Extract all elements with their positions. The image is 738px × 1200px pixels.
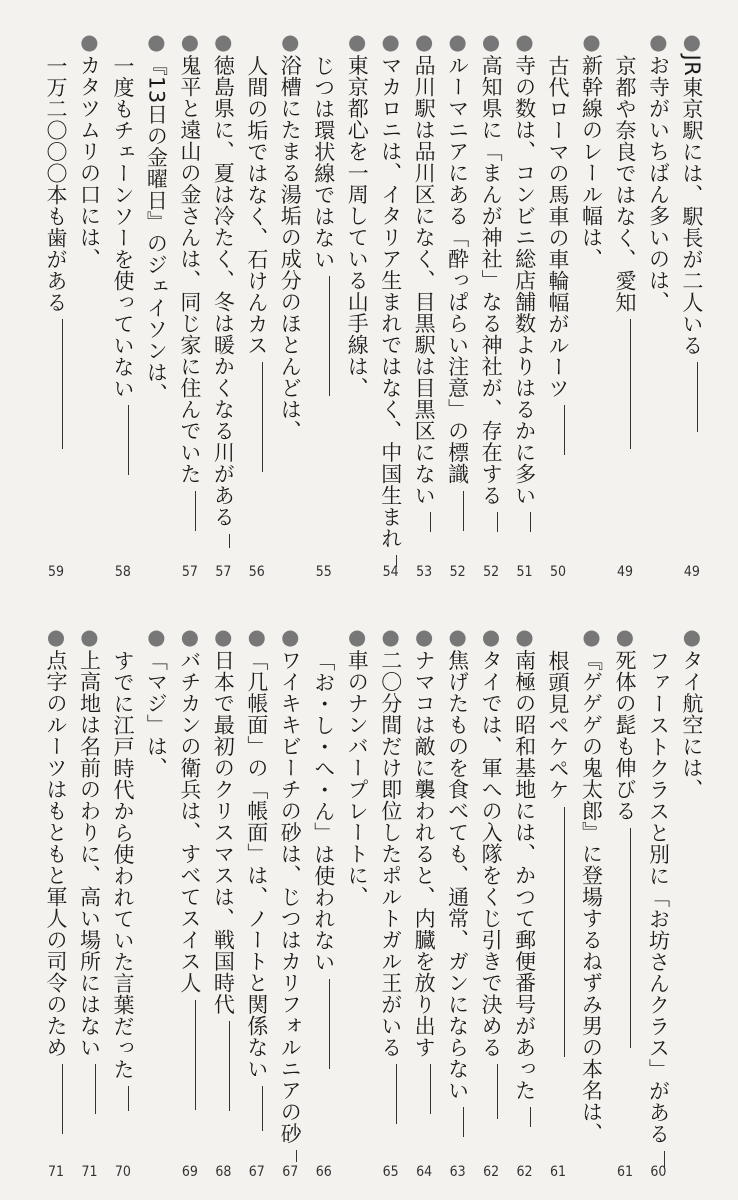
toc-entry-text: 一度もチェーンソーを使っていない [110,55,135,399]
page-number: 60 [650,1164,667,1180]
toc-entry-title [73,625,105,1120]
leader-line [430,512,431,532]
toc-entry-text: 点字のルーツはもともと軍人の司令のため [44,649,68,1058]
toc-entry-text: 焦げたものを食べても、通常、ガンにならない [445,649,470,1101]
toc-entry [442,30,474,580]
toc-entry-text: 『13日の金曜日』のジェイソンは、 [144,54,169,405]
toc-section-bottom [40,625,708,1180]
page-number: 52 [483,564,500,580]
toc-entry [475,625,507,1180]
toc-entry [375,625,407,1180]
page-number: 64 [416,1164,433,1180]
page-number: 49 [683,564,700,580]
toc-entry-title [375,30,407,573]
toc-entry-text: 浴槽にたまる湯垢の成分のほとんどは、 [278,54,303,442]
page-number: 63 [449,1164,466,1180]
page-number: 61 [550,1164,567,1180]
toc-entry-title [140,30,172,405]
leader-line [296,1150,297,1162]
toc-entry [642,625,674,1180]
page-number: 53 [416,564,433,580]
toc-entry [308,30,340,580]
toc-entry [609,625,641,1180]
toc-entry-title [207,30,239,554]
toc-entry-continuation [241,30,273,478]
page-number: 59 [47,564,65,580]
page-number: 50 [550,564,567,580]
page-number: 49 [616,564,633,580]
toc-entry-continuation [308,30,340,402]
toc-entry-title [40,625,72,1140]
toc-entry-title [676,625,708,800]
leader-line [229,1021,230,1111]
leader-line [396,1064,397,1124]
toc-entry-title [174,625,206,1116]
page-number: 62 [483,1164,500,1180]
toc-entry-text: マカロニは、イタリア生まれではなく、中国生まれ [378,54,403,549]
toc-entry-text: 「お・し・へ・ん」は使われない [311,650,336,973]
leader-line [128,1086,129,1111]
toc-entry [207,625,239,1180]
toc-entry-continuation [609,30,641,455]
toc-entry [509,30,541,580]
toc-entry-title [241,625,273,1137]
toc-entry-title [341,625,373,908]
page-number: 67 [248,1164,265,1180]
toc-entry-text: 「几帳面」の「帳面」は、ノートと関係ない [244,649,269,1080]
leader-line [329,979,330,1069]
leader-line [195,491,196,531]
leader-line [697,362,698,432]
toc-entry [40,625,72,1180]
toc-entry-text: 古代ローマの馬車の車輪幅がルーツ [546,55,571,399]
toc-entry-title [475,30,507,538]
page-number: 67 [282,1164,299,1180]
toc-entry [308,625,340,1180]
toc-entry-text: 二〇分間だけ即位したポルトガル王がいる [378,649,403,1058]
leader-line [128,405,129,475]
toc-entry-title [576,30,608,270]
toc-entry-text: 「マジ」は、 [144,649,169,779]
toc-entry-title [274,625,306,1168]
page-number: 51 [516,564,533,580]
toc-entry [207,30,239,580]
toc-entry-title [375,625,407,1130]
leader-line [430,1064,431,1114]
toc-entry [475,30,507,580]
toc-entry [442,625,474,1180]
page-number: 58 [114,564,131,580]
toc-entry [174,30,206,580]
page-number: 71 [81,1164,98,1180]
toc-entry-text: 寺の数は、コンビニ総店舗数よりはるかに多い [512,54,537,506]
toc-entry [642,30,674,580]
leader-line [62,1064,63,1134]
toc-entry-title [408,625,440,1120]
toc-entry-text: ナマコは敵に襲われると、内臓を放り出す [412,649,437,1058]
toc-entry [73,625,105,1180]
leader-line [463,1107,464,1137]
toc-entry [341,625,373,1180]
leader-line [195,1000,196,1110]
page-number: 71 [47,1164,65,1180]
toc-entry-title [442,30,474,537]
toc-entry-title [475,625,507,1125]
toc-entry-text: ルーマニアにある「酔っぱらい注意」の標識 [445,54,470,485]
page-number: 61 [616,1164,633,1180]
toc-entry-text: JR東京駅には、駅長が二人いる [679,54,704,356]
page-number: 69 [181,1164,198,1180]
toc-entry-title [207,625,239,1117]
leader-line [630,319,631,449]
toc-entry [140,625,172,1180]
toc-entry [375,30,407,580]
toc-entry-text: 上高地は名前のわりに、高い場所にはない [77,649,102,1058]
toc-entry-text: じつは環状線ではない [311,55,336,270]
toc-entry-text: 新幹線のレール幅は、 [579,54,604,270]
leader-line [564,405,565,455]
toc-entry [73,30,105,580]
toc-entry-title [642,30,674,313]
toc-entry [107,30,139,580]
leader-line [229,534,230,548]
toc-entry-title [274,30,306,442]
toc-entry [676,625,708,1180]
toc-entry-title [140,625,172,779]
toc-entry-title [442,625,474,1143]
toc-entry-continuation [107,625,139,1117]
toc-section-top [40,30,708,580]
toc-entry [542,625,574,1180]
toc-entry-text: 『ゲゲゲの鬼太郎』に登場するねずみ男の本名は、 [579,649,604,1144]
leader-line [95,1064,96,1114]
toc-entry [140,30,172,580]
leader-line [262,362,263,472]
toc-entry-text: 一万二〇〇〇本も歯がある [44,55,68,313]
leader-line [564,807,565,1057]
toc-entry-text: 車のナンバープレートに、 [345,649,370,908]
toc-entry [676,30,708,580]
toc-entry [576,30,608,580]
toc-entry-title [73,30,105,270]
toc-entry-continuation [542,30,574,461]
toc-entry-continuation [40,30,72,455]
leader-line [497,512,498,532]
leader-line [630,828,631,1048]
leader-line [530,512,531,532]
toc-entry-text: カタツムリの口には、 [77,54,102,270]
leader-line [463,491,464,531]
toc-entry-title [509,625,541,1133]
toc-entry [542,30,574,580]
toc-entry-continuation [542,625,574,1063]
toc-entry-title [509,30,541,538]
toc-entry-title [174,30,206,537]
leader-line [329,276,330,396]
toc-entry-text: 南極の昭和基地には、かつて郵便番号があった [512,649,537,1101]
toc-entry [40,30,72,580]
toc-entry-text: 東京都心を一周している山手線は、 [345,54,370,399]
toc-entry-title [408,30,440,538]
page-number: 56 [248,564,265,580]
toc-entry-text: お寺がいちばん多いのは、 [646,54,671,313]
toc-entry [174,625,206,1180]
toc-entry-text: 人間の垢ではなく、石けんカス [244,55,269,356]
leader-line [62,319,63,449]
toc-entry [107,625,139,1180]
page-number: 66 [315,1164,332,1180]
toc-entry-continuation [642,625,674,1175]
page-number: 65 [382,1164,399,1180]
toc-entry [576,625,608,1180]
page-number: 68 [215,1164,232,1180]
toc-entry [341,30,373,580]
toc-entry-text: バチカンの衛兵は、すべてスイス人 [177,649,202,994]
toc-entry-text: すでに江戸時代から使われていた言葉だった [110,650,135,1080]
toc-entry-text: 鬼平と遠山の金さんは、同じ家に住んでいた [177,54,202,485]
toc-entry [274,625,306,1180]
page-number: 57 [215,564,232,580]
leader-line [262,1086,263,1131]
toc-entry-text: 徳島県に、夏は冷たく、冬は暖かくなる川がある [211,54,236,528]
toc-entry-text: タイ航空には、 [679,649,704,800]
toc-entry [241,625,273,1180]
toc-entry-text: ワイキキビーチの砂は、じつはカリフォルニアの砂 [278,649,303,1144]
toc-entry-title [576,625,608,1144]
page-number: 70 [114,1164,131,1180]
toc-entry-title [341,30,373,399]
toc-entry [609,30,641,580]
toc-entry-title [676,30,708,438]
toc-entry [408,30,440,580]
toc-entry-text: タイでは、軍への入隊をくじ引きで決める [479,649,504,1058]
leader-line [530,1107,531,1127]
toc-entry [408,625,440,1180]
toc-entry [509,625,541,1180]
toc-entry-text: 高知県に「まんが神社」なる神社が、存在する [479,54,504,506]
page-number: 55 [315,564,332,580]
toc-entry-text: ファーストクラスと別に「お坊さんクラス」がある [646,650,671,1145]
toc-entry-text: 京都や奈良ではなく、愛知 [612,55,637,313]
toc-entry [241,30,273,580]
toc-entry-text: 日本で最初のクリスマスは、戦国時代 [211,649,236,1015]
page-number: 57 [181,564,198,580]
toc-entry-title [609,625,641,1054]
toc-entry-continuation [107,30,139,481]
toc-entry [274,30,306,580]
toc-entry-continuation [308,625,340,1075]
page-number: 52 [449,564,466,580]
toc-entry-text: 品川駅は品川区になく、目黒駅は目黒区にない [412,54,437,506]
toc-entry-text: 死体の髭も伸びる [612,649,637,822]
toc-entry-text: 根頭見ペケペケ [546,650,571,801]
page-number: 62 [516,1164,533,1180]
leader-line [497,1064,498,1119]
page-number: 54 [382,564,399,580]
